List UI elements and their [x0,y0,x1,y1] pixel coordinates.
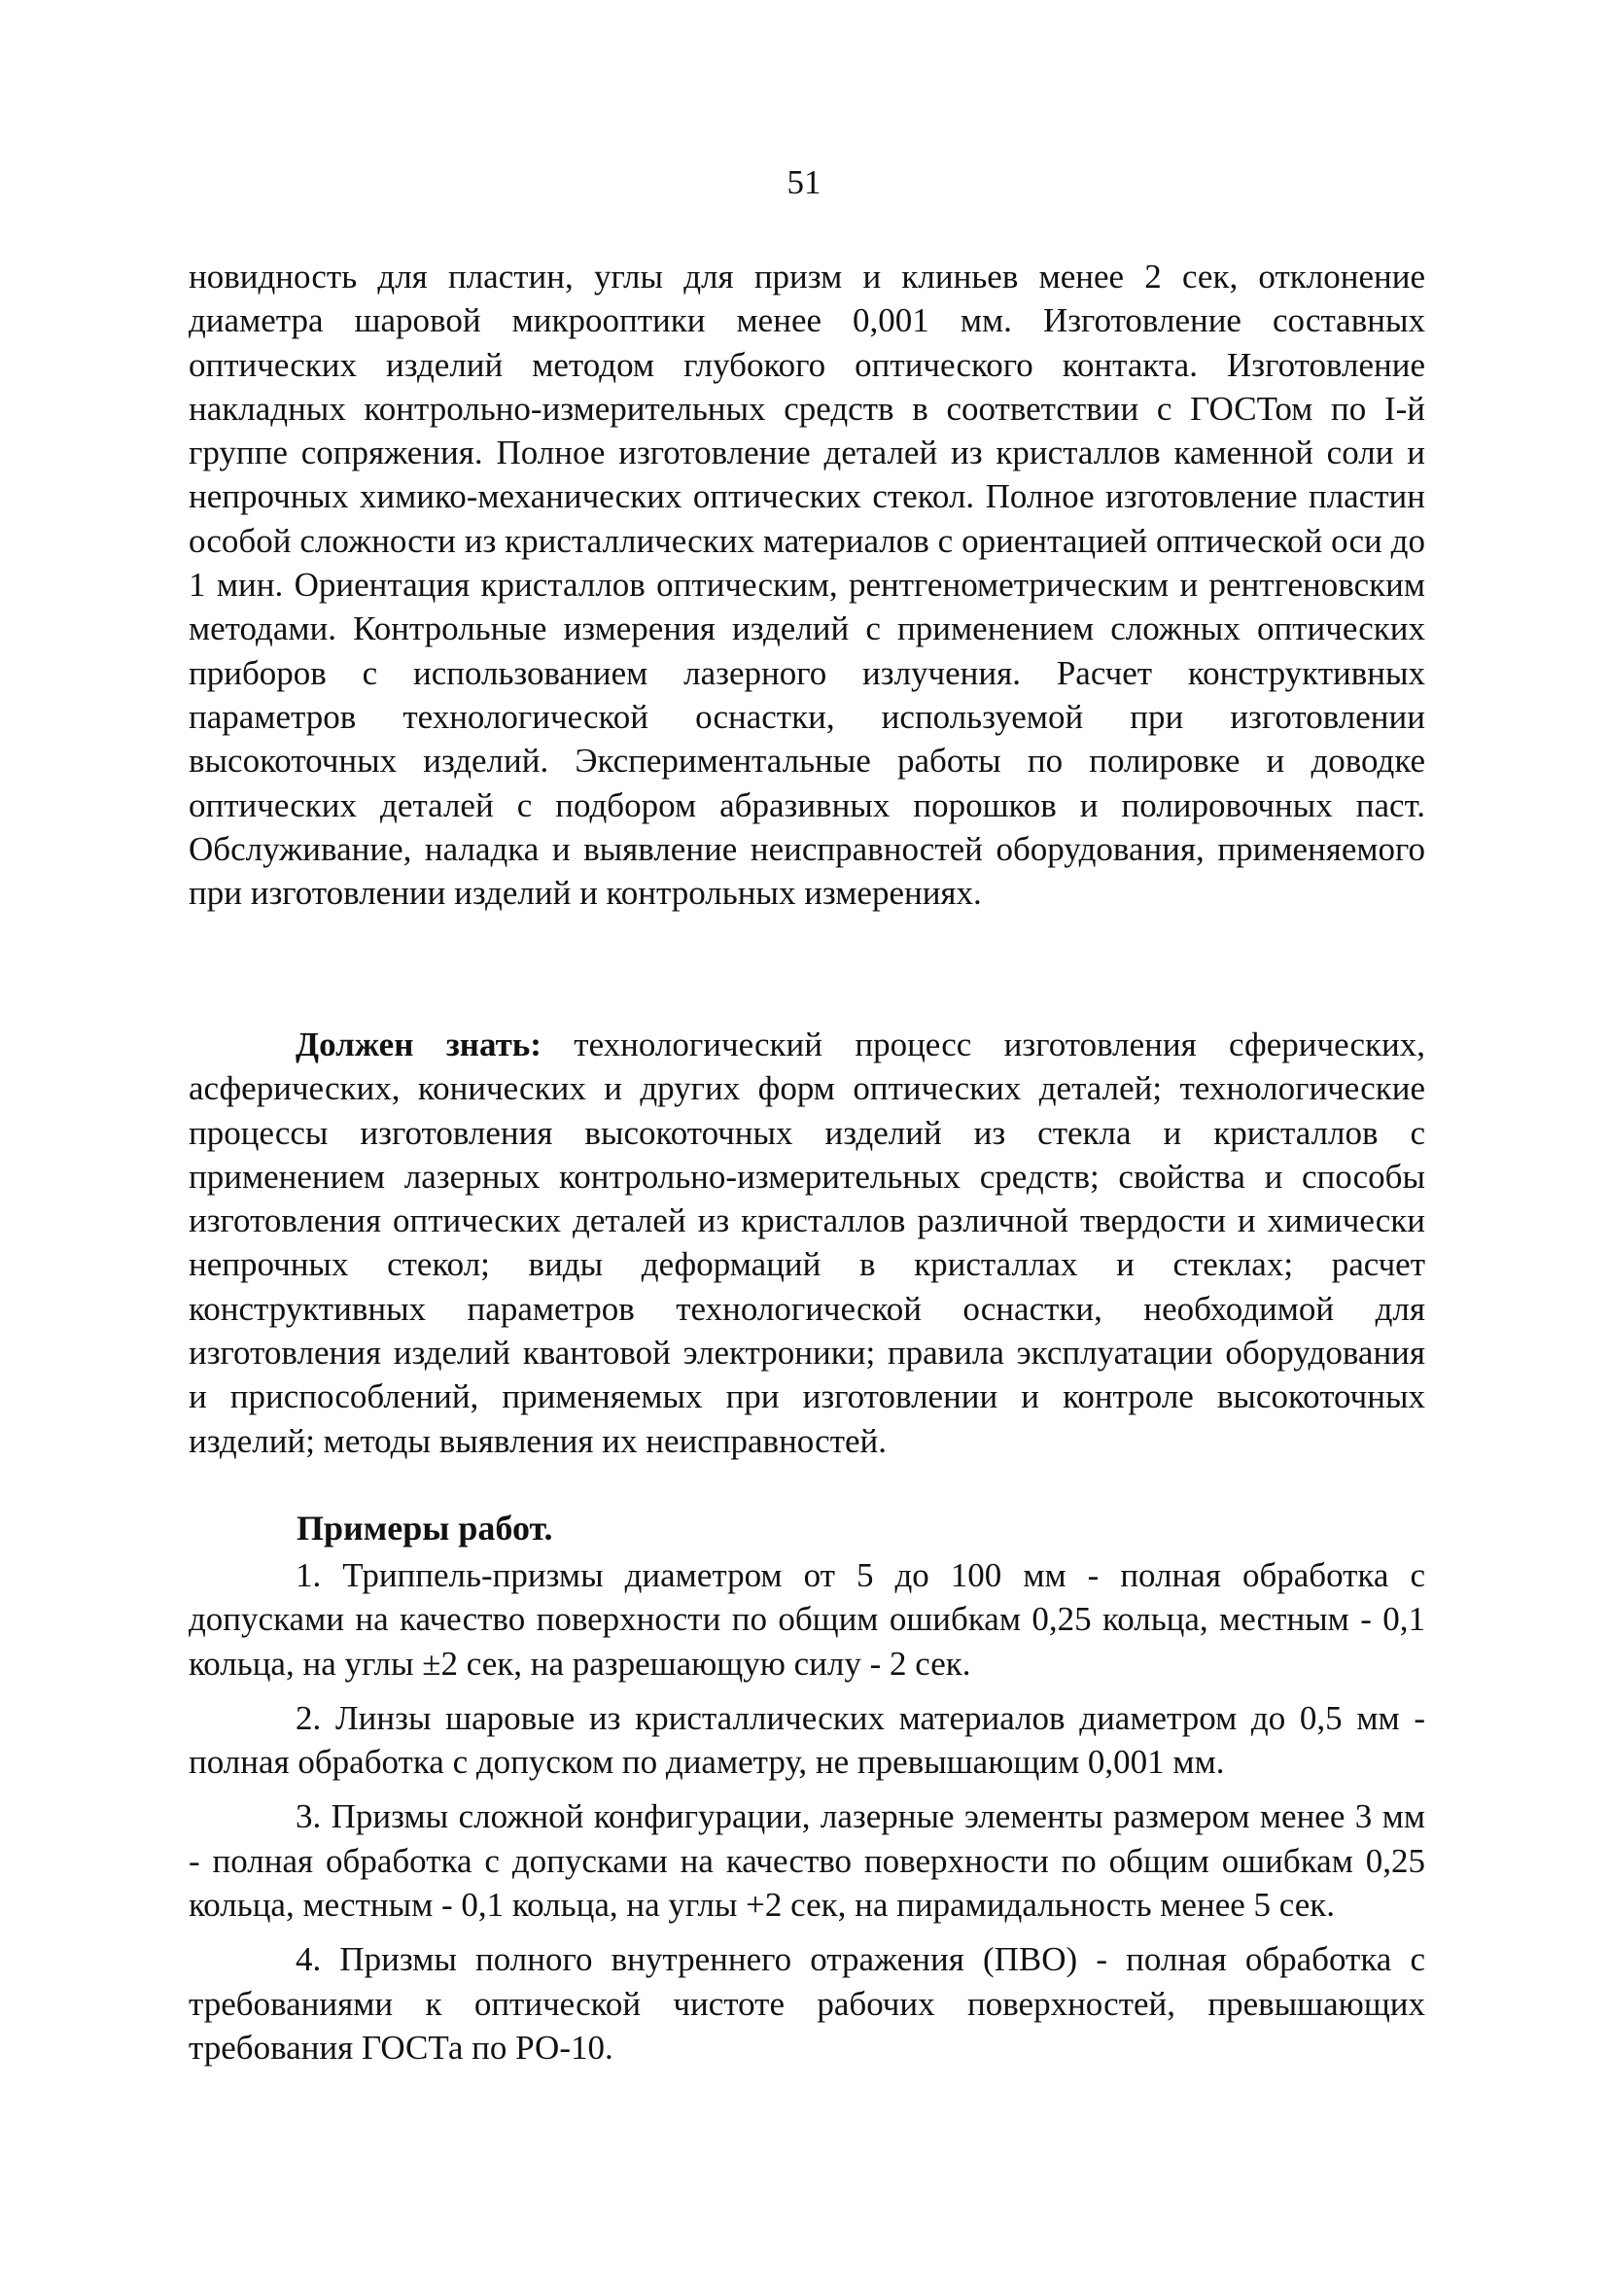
must-know-text [189,1023,1425,1463]
example-item-4: 4. Призмы полного внутреннего отражения (ПВО) - полная обработка с требованиями к оптической чистоте рабочих поверхностей, превышающих требования ГОСТа по РО-10. [189,1940,1425,2067]
page-number: 51 [787,163,821,201]
example-item-1: 1. Триппель-призмы диаметром от 5 до 100 мм - полная обработка с допусками на качество поверхности по общим ошибкам 0,25 кольца, местным - 0,1 кольца, на углы ±2 сек, на разрешающую силу - 2 сек. [189,1556,1425,1683]
skills-paragraph [189,255,1425,915]
must-know-paragraph [189,1023,1425,1463]
must-know-body: технологический процесс изготовления сферических, асферических, конических и других форм оптических деталей; технологические процессы изготовления высокоточных изделий из стекла и кристаллов с применением лазерных контрольно-измерительных средств; свойства и способы изготовления оптических деталей из кристаллов различной твердости и химически непрочных стекол; виды деформаций в кристаллах и стеклах; расчет конструктивных параметров технологической оснастки, необходимой для изготовления изделий квантовой электроники; правила эксплуатации оборудования и приспособлений, применяемых при изготовлении и контроле высокоточных изделий; методы выявления их неисправностей. [189,1026,1425,1460]
examples-list [189,1553,1425,2080]
skills-paragraph-text: новидность для пластин, углы для призм и клиньев менее 2 сек, отклонение диаметра шаровой микрооптики менее 0,001 мм. Изготовление составных оптических изделий методом глубокого оптического контакта. Изготовление накладных контрольно-измерительных средств в соответствии с ГОСТом по I-й группе сопряжения. Полное изготовление деталей из кристаллов каменной соли и непрочных химико-механических оптических стекол. Полное изготовление пластин особой сложности из кристаллических материалов с ориентацией оптической оси до 1 мин. Ориентация кристаллов оптическим, рентгенометрическим и рентгеновским методами. Контрольные измерения изделий с применением сложных оптических приборов с использованием лазерного излучения. Расчет конструктивных параметров технологической оснастки, используемой при изготовлении высокоточных изделий. Экспериментальные работы по полировке и доводке оптических деталей с подбором абразивных порошков и полировочных паст. Обслуживание, наладка и выявление неисправностей оборудования, применяемого при изготовлении изделий и контрольных измерениях. [189,258,1425,913]
example-item-3: 3. Призмы сложной конфигурации, лазерные элементы размером менее 3 мм - полная обработка с допусками на качество поверхности по общим ошибкам 0,25 кольца, местным - 0,1 кольца, на углы +2 сек, на пирамидальность менее 5 сек. [189,1797,1425,1925]
examples-heading: Примеры работ. [297,1509,553,1548]
example-item-2: 2. Линзы шаровые из кристаллических материалов диаметром до 0,5 мм - полная обработка с допуском по диаметру, не превышающим 0,001 мм. [189,1698,1425,1782]
must-know-label: Должен знать: [296,1026,542,1063]
